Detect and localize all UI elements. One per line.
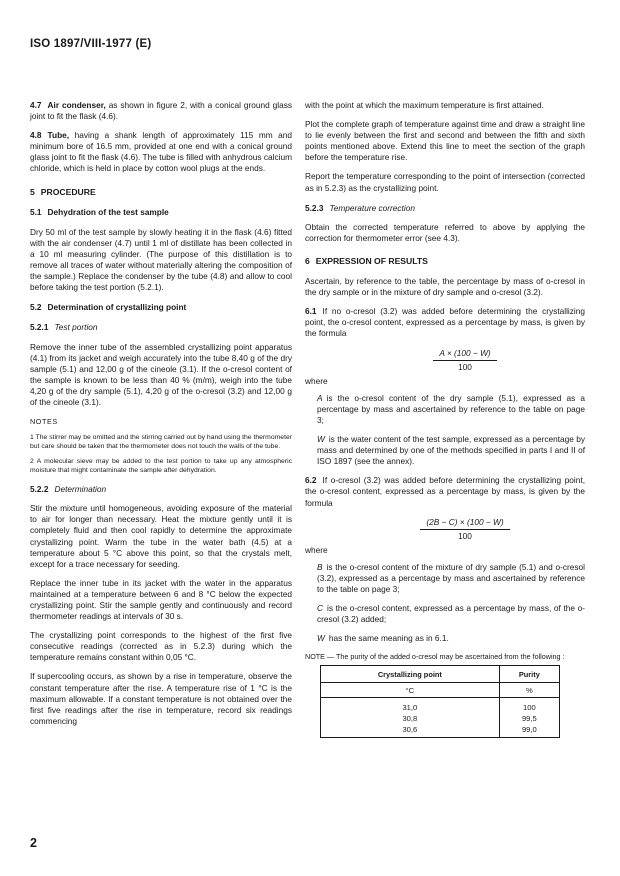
right-column bbox=[305, 100, 585, 738]
definition-b: B is the o-cresol content of the mixture of dry sample (5.1) and o-cresol (3.2), expressed as a percentage by mass and ascertained by reference to the table on page 3; bbox=[317, 561, 585, 595]
purity-table-unit-cp: °C bbox=[321, 683, 500, 698]
clause-6-1: 6.1 If no o-cresol (3.2) was added before determining the crystallizing point, the o-cresol content, expressed as a percentage by mass, is given by the formula bbox=[305, 306, 585, 339]
table-cell: 30,6 bbox=[402, 725, 418, 735]
table-cell: 30,8 bbox=[402, 714, 418, 724]
section-5-1-heading: 5.1 Dehydration of the test sample bbox=[30, 206, 169, 217]
table-cell: 100 bbox=[523, 703, 536, 713]
plot-instructions: Plot the complete graph of temperature against time and draw a straight line to lie evenly between the first and second and between the fifth and sixth points mentioned above. Extend this line to meet the section of the graph before the temperature rise. bbox=[305, 119, 585, 163]
table-cell: 31,0 bbox=[402, 703, 418, 713]
section-5-heading: 5 PROCEDURE bbox=[30, 186, 96, 197]
definition-w: W is the water content of the test sample, expressed as a percentage by mass and determined by one of the methods specified in parts I and II of ISO 1897 (see the annex). bbox=[317, 434, 585, 467]
formula-6-2-denominator: 100 bbox=[458, 530, 472, 541]
note-2: 2 A molecular sieve may be added to the test portion to take up any atmospheric moisture that might contaminate the sample after dehydration. bbox=[30, 458, 292, 475]
formula-6-1 bbox=[305, 348, 585, 373]
definition-w-2: W has the same meaning as in 6.1. bbox=[317, 633, 449, 644]
continuation-text: with the point at which the maximum temperature is first attained. bbox=[305, 100, 544, 110]
table-cell: 99,0 bbox=[521, 725, 537, 735]
formula-6-1-numerator: A × (100 − W) bbox=[433, 348, 496, 361]
clause-4-7: 4.7 Air condenser, as shown in figure 2, with a conical ground glass joint to fit the flask (4.6). bbox=[30, 100, 293, 122]
definition-c: C is the o-cresol content, expressed as a percentage by mass, of the o-cresol (3.2) added; bbox=[317, 603, 585, 625]
formula-6-1-denominator: 100 bbox=[458, 361, 472, 372]
section-5-2-2-para-2: Replace the inner tube in its jacket with the water in the apparatus maintained at a temperature between 6 and 8 °C below the expected crystallizing point. Stir the sample gently and continuously and record thermometer readings at intervals of 30 s. bbox=[30, 577, 292, 622]
clause-4-8: 4.8 Tube, having a shank length of approximately 115 mm and minimum bore of 16.5 mm, provided at one end with a conical ground glass joint to fit the flask (4.6). The tube is filled with anhydrous calcium chloride, which is held in place by cotton wool plugs at the ends. bbox=[30, 130, 292, 174]
purity-table-cp-values bbox=[321, 698, 500, 738]
formula-6-2-numerator: (2B − C) × (100 − W) bbox=[420, 517, 509, 530]
section-6-text: Ascertain, by reference to the table, the percentage by mass of o-cresol in the dry sample or in the mixture of dry sample and o-cresol (3.2). bbox=[305, 276, 585, 298]
section-5-2-2-heading: 5.2.2 Determination bbox=[30, 484, 107, 495]
where-label-1: where bbox=[305, 375, 328, 386]
section-5-2-1-text: Remove the inner tube of the assembled crystallizing point apparatus (4.1) from its jacket and weigh accurately into the tube 8,40 g of the dry sample (5.1) and 12,00 g of the cineole (3.1). If the o-cresol content of the sample is known to be less than 40 % (m/m), weigh into the tube 4,20 g of the dry sample (5.1), 4,20 g of the o-cresol (3.2) and 12,00 g of the cineole (3.1). bbox=[30, 341, 292, 407]
left-column bbox=[30, 100, 292, 735]
purity-note: NOTE — The purity of the added o-cresol may be ascertained from the following : bbox=[305, 652, 565, 662]
section-6-heading: 6 EXPRESSION OF RESULTS bbox=[305, 255, 428, 266]
section-5-1-text: Dry 50 ml of the test sample by slowly heating it in the flask (4.6) fitted with the air condenser (4.7) until 1 ml of distillate has been collected in a 10 ml measuring cylinder. (The purpose of this distillation is to remove all traces of water without materially altering the composition of the sample.) Replace the condenser by the tube (4.8) and allow to cool before taking the test portion (5.2.1). bbox=[30, 226, 292, 293]
notes-label: NOTES bbox=[30, 417, 58, 427]
purity-table-unit-purity: % bbox=[499, 683, 559, 698]
section-5-2-1-heading: 5.2.1 Test portion bbox=[30, 322, 98, 333]
section-5-2-2-para-4: If supercooling occurs, as shown by a rise in temperature, observe the constant temperature after the rise. A temperature rise of 1 °C is the maximum allowable. If a constant temperature is not obtained over the first five readings after the rise in temperature, record six readings commencing bbox=[30, 671, 292, 726]
purity-table-purity-values bbox=[499, 698, 559, 738]
formula-6-2 bbox=[305, 517, 585, 542]
section-5-2-heading: 5.2 Determination of crystallizing point bbox=[30, 302, 187, 313]
section-5-2-3-heading: 5.2.3 Temperature correction bbox=[305, 202, 415, 213]
purity-table-header-cp: Crystallizing point bbox=[321, 666, 500, 683]
where-label-2: where bbox=[305, 544, 328, 555]
table-cell: 99,5 bbox=[521, 714, 537, 724]
standard-header: ISO 1897/VIII-1977 (E) bbox=[30, 38, 152, 50]
clause-6-2: 6.2 If o-cresol (3.2) was added before determining the crystallizing point, the o-cresol content, expressed as a percentage by mass, is given by the formula bbox=[305, 475, 585, 508]
definition-a: A is the o-cresol content of the dry sample (5.1), expressed as a percentage by mass and ascertained by reference to the table on page 3; bbox=[317, 392, 585, 425]
report-instructions: Report the temperature corresponding to the point of intersection (corrected as in 5.2.3) as the crystallizing point. bbox=[305, 171, 585, 193]
note-1: 1 The stirrer may be omitted and the stirring carried out by hand using the thermometer but care should be taken that the thermometer does not touch the walls of the tube. bbox=[30, 434, 292, 451]
page-number: 2 bbox=[30, 836, 37, 850]
section-5-2-2-para-1: Stir the mixture until homogeneous, avoiding exposure of the material to air for longer than necessary. Heat the mixture gently until it is completely fluid and then cool rapidly to determine the approximate crystallizing point. Warm the tube in the water bath (4.5) at a temperature about 5 °C above this point, so that the crystals melt, except for a trace necessary for seeding. bbox=[30, 503, 292, 569]
purity-table bbox=[320, 665, 560, 738]
section-5-2-2-para-3: The crystallizing point corresponds to the highest of the first five consecutive readings (corrected as in 5.2.3) during which the temperature remains constant within 0,05 °C. bbox=[30, 630, 292, 663]
section-5-2-3-text: Obtain the corrected temperature referred to above by applying the correction for thermometer error (see 4.3). bbox=[305, 221, 585, 243]
purity-table-header-purity: Purity bbox=[499, 666, 559, 683]
